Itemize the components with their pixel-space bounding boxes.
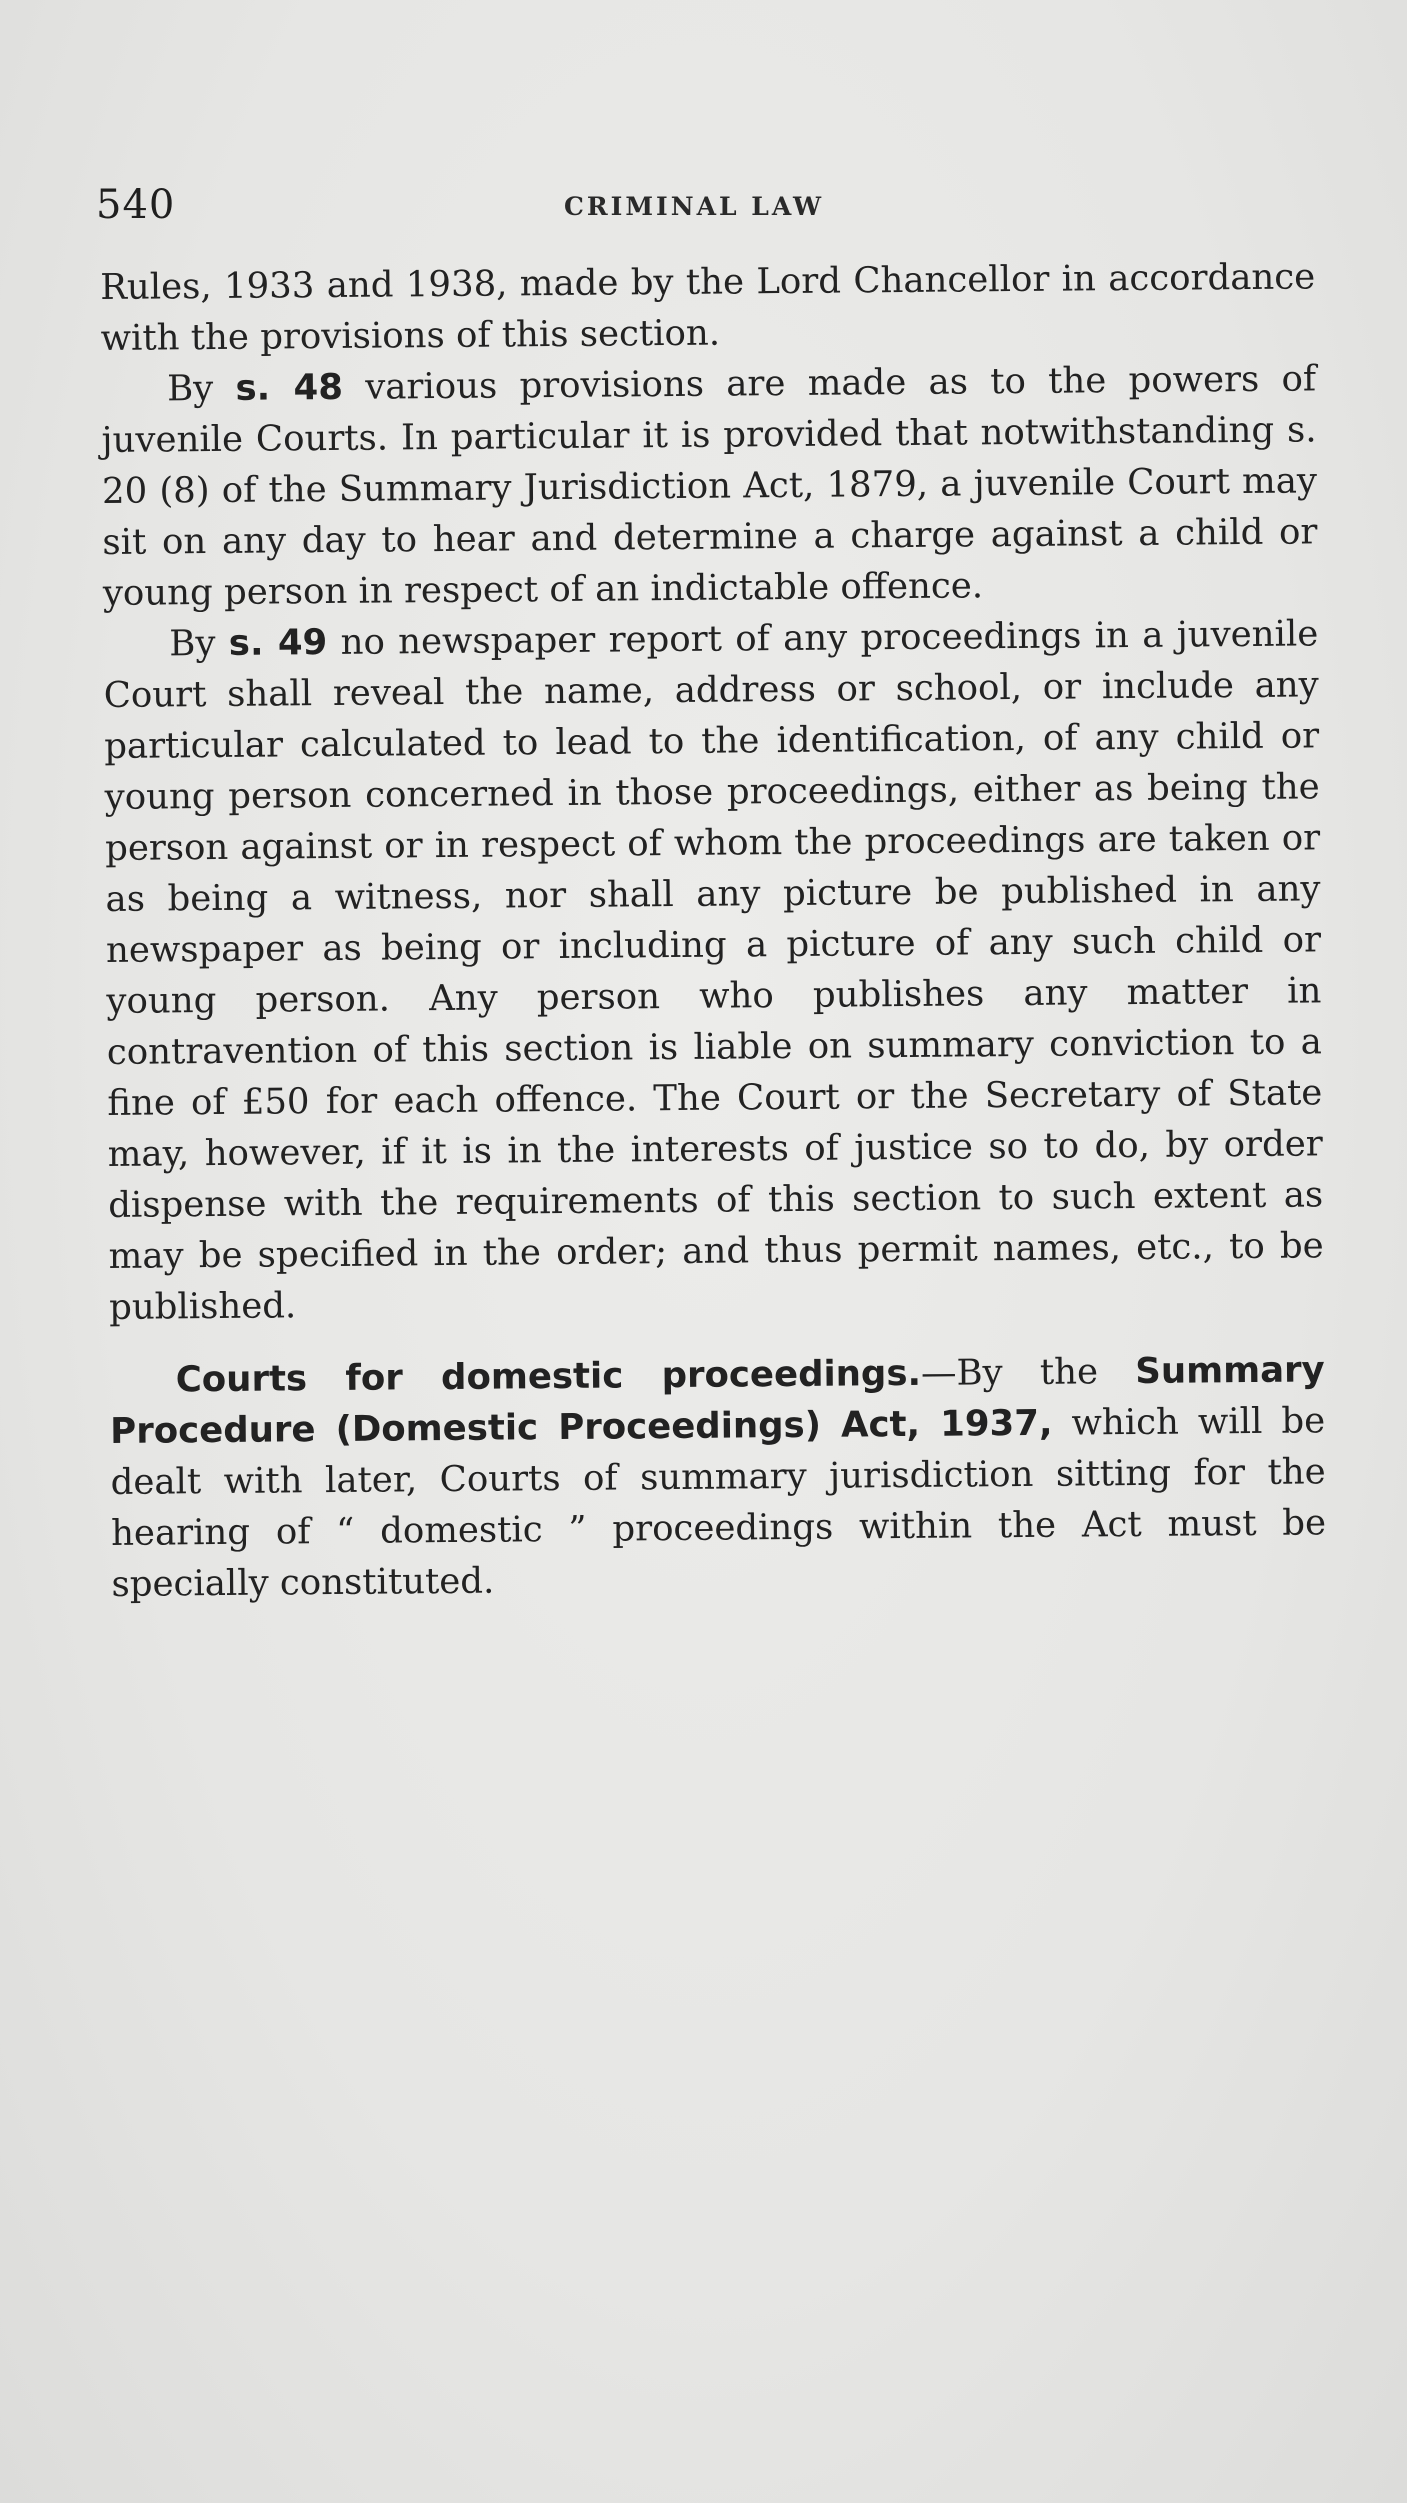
paragraph-lead: By xyxy=(169,622,230,665)
paragraph-domestic-courts xyxy=(110,1344,1327,1610)
paragraph-text: no newspaper report of any proceedings in a juvenile Court shall reveal the name, address or school, or include any particular calculated to lead to the identification, of any child or young person concerned in those proceedings, either as being the person against or in respect of whom the proceedings are taken or as being a witness, nor shall any picture be published in any newspaper as being or including a picture of any such child or young person. Any person who publishes any matter in contravention of this section is liable on summary conviction to a fine of £50 for each offence. The Court or the Secretary of State may, however, if it is in the interests of justice so to do, by order dispense with the requirements of this section to such extent as may be specified in the order; and thus permit names, etc., to be published. xyxy=(103,613,1324,1328)
page-number: 540 xyxy=(96,182,176,228)
page-header xyxy=(96,182,1321,242)
paragraph-section-49 xyxy=(103,608,1324,1333)
paragraph-text: Rules, 1933 and 1938, made by the Lord Chancellor in accordance with the provisions of this section. xyxy=(100,256,1316,359)
act-name: Summary Procedure (Domestic Proceedings) Act, 1937, xyxy=(110,1349,1325,1452)
section-heading: Courts for domestic proceedings. xyxy=(175,1352,922,1401)
running-title: CRIMINAL LAW xyxy=(564,192,825,221)
section-reference: s. 48 xyxy=(235,366,344,409)
paragraph-lead: By xyxy=(166,367,236,410)
page-body xyxy=(100,251,1327,1610)
paragraph-rules xyxy=(100,251,1316,364)
section-reference: s. 49 xyxy=(228,622,328,664)
paragraph-text: —By the xyxy=(920,1351,1136,1394)
paragraph-text: which will be dealt with later, Courts of summary jurisdiction sitting for the hearing of “ domestic ” proceedings within the Act must be specially constituted. xyxy=(110,1400,1327,1605)
paragraph-section-48 xyxy=(101,353,1318,619)
paragraph-text: various provisions are made as to the powers of juvenile Courts. In particular it is provided that notwithstanding s. 20 (8) of the Summary Jurisdiction Act, 1879, a juvenile Court may sit on any day to hear and determine a charge against a child or young person in respect of an indictable offence. xyxy=(101,358,1318,614)
